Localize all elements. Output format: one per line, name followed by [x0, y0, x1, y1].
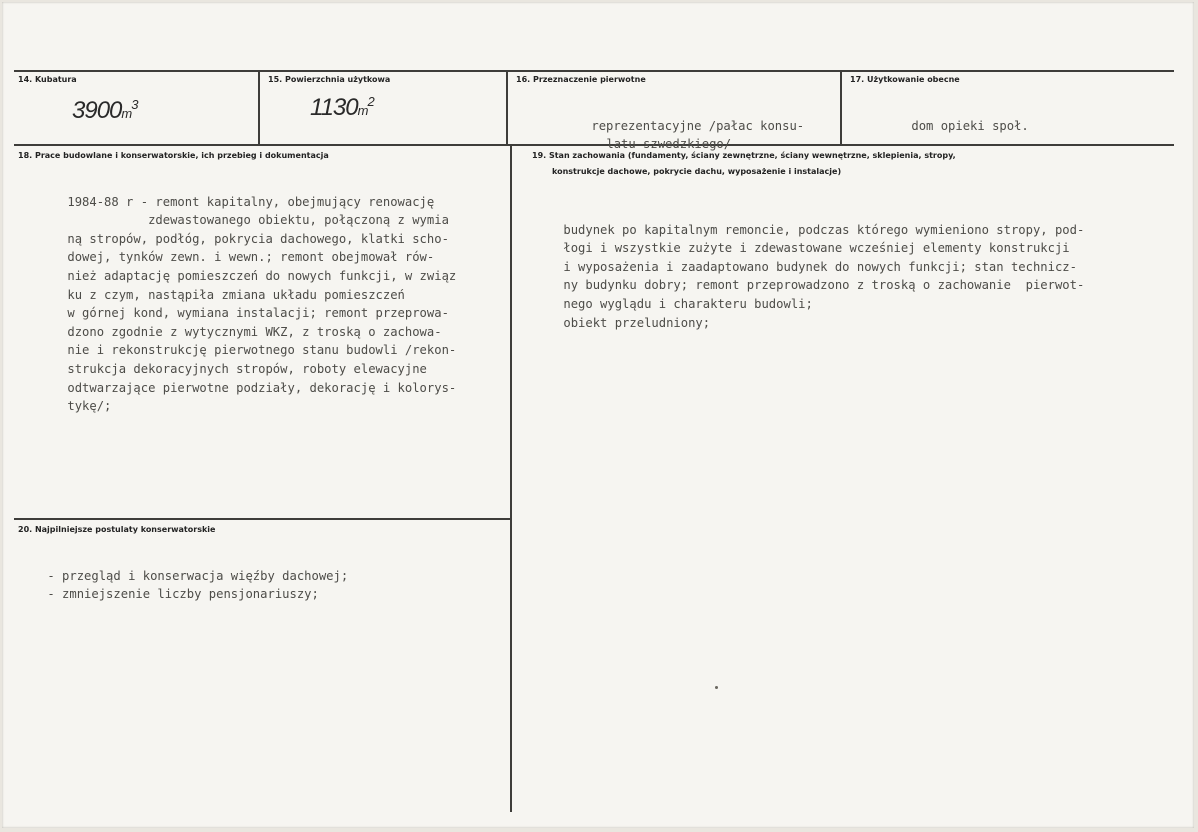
- divider-14-15: [258, 70, 260, 146]
- field-18-line: ną stropów, podłóg, pokrycia dachowego, klatki scho-: [67, 231, 449, 246]
- vertical-divider-main: [510, 144, 512, 812]
- field-18-line: zdewastowanego obiektu, połączoną z wymia: [67, 213, 449, 228]
- field-18-line: odtwarzające pierwotne podziały, dekorację i kolorys-: [67, 380, 457, 395]
- field-18-label: 18. Prace budowlane i konserwatorskie, ich przebieg i dokumentacja: [18, 151, 329, 160]
- field-15-number: 1130: [310, 94, 358, 121]
- field-18-text: [38, 174, 456, 434]
- paper-speck: [715, 686, 718, 689]
- field-18-line: dzono zgodnie z wytycznymi WKZ, z troską o zachowa-: [67, 324, 442, 339]
- field-18-line: nież adaptację pomieszczeń do nowych funkcji, w związ: [67, 268, 457, 283]
- field-20-line: - przegląd i konserwacja więźby dachowej;: [47, 568, 349, 583]
- field-15-exponent: 2: [367, 94, 374, 109]
- field-19-line: i wyposażenia i zaadaptowano budynek do nowych funkcji; stan technicz-: [563, 259, 1077, 274]
- field-20-line: - zmniejszenie liczby pensjonariuszy;: [47, 587, 319, 602]
- field-19-line: ny budynku dobry; remont przeprowadzono z troską o zachowanie pierwot-: [563, 278, 1085, 293]
- field-17-label: 17. Użytkowanie obecne: [850, 75, 960, 84]
- field-15-value: [310, 94, 374, 122]
- field-16-label: 16. Przeznaczenie pierwotne: [516, 75, 646, 84]
- field-20-label: 20. Najpilniejsze postulaty konserwatorskie: [18, 525, 216, 534]
- field-16-line: latu szwedzkiego/: [606, 137, 732, 152]
- divider-15-16: [506, 70, 508, 146]
- field-20-text: [18, 548, 348, 622]
- field-17-text: [882, 98, 1029, 154]
- section-20-rule: [14, 518, 512, 520]
- field-18-line: strukcja dekoracyjnych stropów, roboty elewacyjne: [67, 361, 427, 376]
- divider-16-17: [840, 70, 842, 146]
- field-18-line: 1984-88 r - remont kapitalny, obejmujący renowację: [67, 194, 435, 209]
- field-14-unit: m: [121, 106, 132, 121]
- field-15-label: 15. Powierzchnia użytkowa: [268, 75, 391, 84]
- field-18-line: nie i rekonstrukcję pierwotnego stanu budowli /rekon-: [67, 343, 457, 358]
- field-16-line: reprezentacyjne /pałac konsu-: [591, 118, 805, 133]
- top-rule: [14, 70, 1174, 72]
- field-14-value: [72, 97, 137, 125]
- record-card: [2, 2, 1194, 828]
- field-15-unit: m: [357, 103, 368, 118]
- field-14-label: 14. Kubatura: [18, 75, 77, 84]
- field-19-line: nego wyglądu i charakteru budowli;: [563, 296, 813, 311]
- field-14-number: 3900: [72, 97, 122, 124]
- field-19-line: budynek po kapitalnym remoncie, podczas którego wymieniono stropy, pod-: [563, 222, 1085, 237]
- field-17-line: dom opieki społ.: [911, 118, 1029, 133]
- field-19-label-line2: konstrukcje dachowe, pokrycie dachu, wyposażenie i instalacje): [552, 167, 842, 176]
- field-18-line: dowej, tynków zewn. i wewn.; remont obejmował rów-: [67, 250, 435, 265]
- field-18-line: ku z czym, nastąpiła zmiana układu pomieszczeń: [67, 287, 405, 302]
- field-19-label: 19. Stan zachowania (fundamenty, ściany zewnętrzne, ściany wewnętrzne, sklepienia, stropy,: [532, 151, 956, 160]
- field-18-line: tykę/;: [67, 399, 112, 414]
- field-19-line: łogi i wszystkie zużyte i zdewastowane wcześniej elementy konstrukcji: [563, 241, 1070, 256]
- field-18-line: w górnej kond, wymiana instalacji; remont przeprowa-: [67, 306, 449, 321]
- field-19-text: [534, 202, 1084, 351]
- field-19-line: obiekt przeludniony;: [563, 315, 711, 330]
- field-14-exponent: 3: [131, 97, 138, 112]
